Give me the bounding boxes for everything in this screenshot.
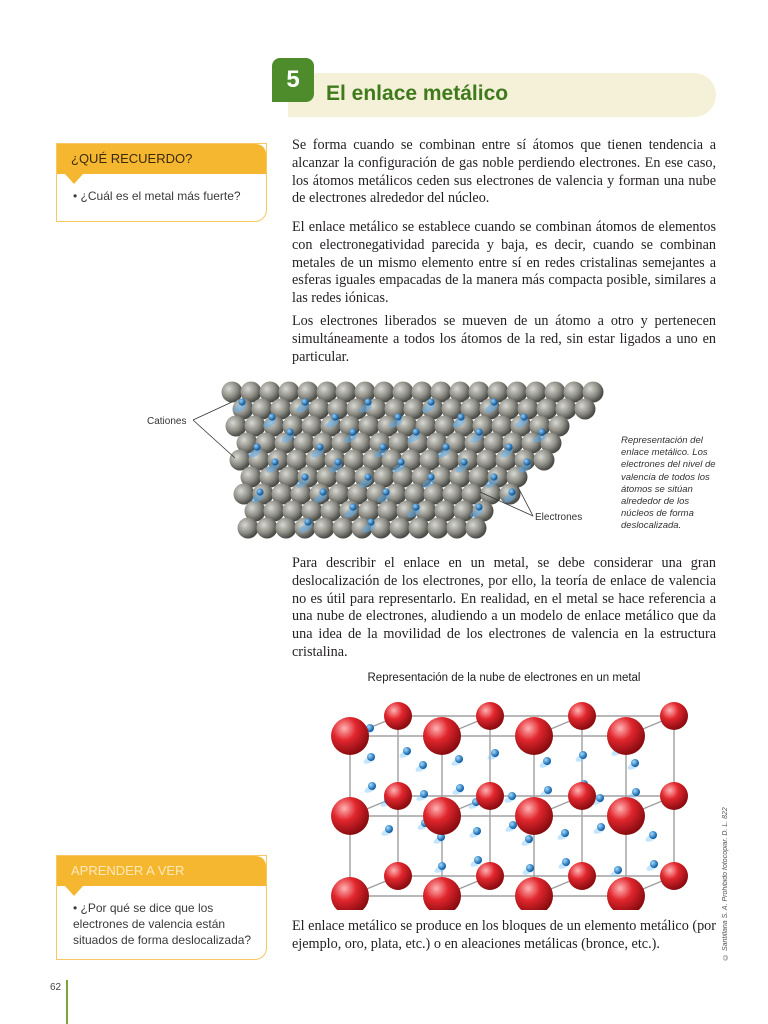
metal-atom (331, 717, 369, 755)
cation-sphere (409, 518, 430, 539)
electron-dot (419, 761, 427, 769)
electron-dot (304, 518, 311, 525)
electron-dot (397, 458, 404, 465)
electron-dot (632, 788, 640, 796)
electron-dot (364, 473, 371, 480)
electron-dot (286, 428, 293, 435)
metal-atom (331, 877, 369, 910)
cation-sphere (575, 399, 596, 420)
electron-dot (379, 443, 386, 450)
electron-dot (491, 749, 499, 757)
electron-dot (316, 443, 323, 450)
electron-dot (457, 413, 464, 420)
electron-dot (475, 503, 482, 510)
electron-dot (367, 518, 374, 525)
electron-dot (456, 784, 464, 792)
electron-dot (427, 473, 434, 480)
electron-dot (253, 443, 260, 450)
copyright-notice: © Santillana S. A. Prohibido fotocopiar. D. L. 822 (722, 807, 729, 960)
metal-atom (568, 862, 596, 890)
metal-atom (476, 862, 504, 890)
electron-dot (420, 790, 428, 798)
electron-dot (368, 782, 376, 790)
electron-dot (596, 794, 604, 802)
metal-atom (568, 702, 596, 730)
metal-atom (660, 862, 688, 890)
figure-2-title: Representación de la nube de electrones en un metal (367, 672, 641, 684)
electron-dot (412, 428, 419, 435)
cation-sphere (276, 518, 297, 539)
cations-label: Cationes (147, 416, 187, 427)
page-number: 62 (50, 982, 62, 993)
electron-dot (474, 856, 482, 864)
cation-sphere (534, 450, 555, 471)
electron-dot (256, 488, 263, 495)
metal-atom (660, 702, 688, 730)
electron-dot (442, 443, 449, 450)
electron-dot (367, 753, 375, 761)
electron-dot (490, 398, 497, 405)
electron-dot (301, 473, 308, 480)
metal-atom (423, 797, 461, 835)
cation-sphere (238, 518, 259, 539)
electron-dot (349, 503, 356, 510)
cation-sphere (428, 518, 449, 539)
electron-dot (509, 821, 517, 829)
metal-atom (476, 782, 504, 810)
metal-atom (384, 862, 412, 890)
metal-atom (384, 702, 412, 730)
metal-atom (568, 782, 596, 810)
electron-dot (271, 458, 278, 465)
electron-dot (561, 829, 569, 837)
paragraph-1: Se forma cuando se combinan entre sí átomos que tienen tendencia a alcanzar la configuración de gas noble perdiendo electrones. En ese caso, los átomos metálicos ceden sus electrones de valencia y forman una nube de electrones alrededor del núcleo. (292, 137, 716, 207)
electron-dot (455, 755, 463, 763)
electron-dot (631, 759, 639, 767)
electrons-label: Electrones (535, 512, 583, 523)
electron-dot (505, 443, 512, 450)
paragraph-4: Para describir el enlace en un metal, se debe considerar una gran deslocalización de los electrones, por ello, la teoría de enlace de valencia no es útil para representarlo. En realidad, en el metal se hace referencia a una nube de electrones, aludiendo a un modelo de enlace metálico que da una idea de la movilidad de los electrones de valencia en la estructura cristalina. (292, 555, 716, 660)
electron-dot (394, 413, 401, 420)
electron-dot (525, 835, 533, 843)
electron-dot (490, 473, 497, 480)
paragraph-3: Los electrones liberados se mueven de un átomo a otro y pertenecen simultáneamente a todos los átomos de la red, sin estar ligados a uno en particular. (292, 313, 716, 365)
electron-dot (526, 864, 534, 872)
cation-sphere (257, 518, 278, 539)
electron-dot (331, 413, 338, 420)
metal-atom (423, 717, 461, 755)
electron-dot (349, 428, 356, 435)
electron-dot (579, 751, 587, 759)
paragraph-2: El enlace metálico se establece cuando se combinan átomos de elementos con electronegatividad parecida y baja, es decir, cuando se combinan metales de un mismo elemento entre sí en redes cristalinas semejantes a esferas iguales empacadas de la manera más compacta posible, similares a las redes iónicas. (292, 219, 716, 307)
metal-atom (423, 877, 461, 910)
metal-atom (476, 702, 504, 730)
electron-dot (382, 488, 389, 495)
metal-atom (660, 782, 688, 810)
metal-atom (515, 717, 553, 755)
learn-to-see-box (56, 855, 267, 960)
electron-dot (650, 860, 658, 868)
electron-dot (334, 458, 341, 465)
electron-dot (412, 503, 419, 510)
electron-dot (427, 398, 434, 405)
electron-dot (520, 413, 527, 420)
cation-sphere (314, 518, 335, 539)
electron-dot (597, 823, 605, 831)
learn-box-title: APRENDER A VER (57, 856, 266, 886)
electron-dot (438, 862, 446, 870)
electron-dot (385, 825, 393, 833)
section-number-badge: 5 (272, 58, 314, 102)
section-title: El enlace metálico (326, 82, 509, 105)
page-margin-rule (66, 980, 68, 1024)
metal-atom (331, 797, 369, 835)
metal-atom (515, 877, 553, 910)
electron-dot (460, 458, 467, 465)
electron-dot (268, 413, 275, 420)
electron-dot (301, 398, 308, 405)
paragraph-5: El enlace metálico se produce en los bloques de un elemento metálico (por ejemplo, oro, plata, etc.) o en aleaciones metálicas (bronce, etc.). (292, 918, 716, 952)
electron-dot (544, 786, 552, 794)
electron-dot (523, 458, 530, 465)
recall-box-question: • ¿Cuál es el metal más fuerte? (73, 189, 241, 203)
electron-dot (364, 398, 371, 405)
electron-dot (538, 428, 545, 435)
metal-atom (607, 797, 645, 835)
electron-dot (238, 398, 245, 405)
recall-box (56, 143, 267, 222)
learn-box-question: • ¿Por qué se dice que los electrones de valencia están situados de forma deslocalizada? (73, 901, 252, 947)
metal-atom (607, 877, 645, 910)
cation-sphere (447, 518, 468, 539)
metal-atom (607, 717, 645, 755)
electron-dot (649, 831, 657, 839)
electron-dot (562, 858, 570, 866)
electron-dot (614, 866, 622, 874)
metal-atom (515, 797, 553, 835)
electron-cloud-crystal-diagram (310, 688, 710, 910)
cation-sphere (390, 518, 411, 539)
cation-sphere (466, 518, 487, 539)
recall-box-title: ¿QUÉ RECUERDO? (57, 144, 266, 174)
figure-1-caption: Representación del enlace metálico. Los electrones del nivel de valencia de todos los átomos se sitúan alrededor de los núcleos de forma deslocalizada. (621, 435, 716, 532)
metal-atom (384, 782, 412, 810)
electron-dot (319, 488, 326, 495)
cation-sphere (333, 518, 354, 539)
electron-dot (403, 747, 411, 755)
electron-dot (508, 792, 516, 800)
electron-dot (475, 428, 482, 435)
electron-dot (473, 827, 481, 835)
electron-dot (543, 757, 551, 765)
electron-dot (508, 488, 515, 495)
